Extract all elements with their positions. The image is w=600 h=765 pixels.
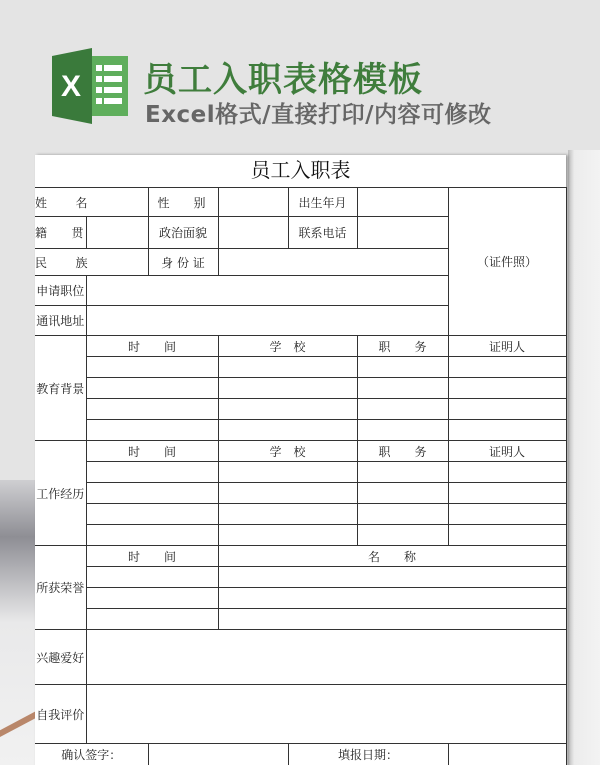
id-card-field[interactable] <box>218 249 448 276</box>
id-card-label: 身 份 证 <box>148 249 218 276</box>
education-row <box>35 357 566 378</box>
education-row <box>35 378 566 399</box>
work-header-reference: 证明人 <box>448 441 566 462</box>
honors-name-cell[interactable] <box>218 609 566 630</box>
work-position-cell[interactable] <box>357 504 448 525</box>
education-time-cell[interactable] <box>86 399 218 420</box>
photo-box[interactable]: （证件照） <box>448 188 566 336</box>
name-label: 姓 名 <box>35 188 148 217</box>
education-reference-cell[interactable] <box>448 357 566 378</box>
education-time-cell[interactable] <box>86 420 218 441</box>
honors-name-cell[interactable] <box>218 567 566 588</box>
education-school-cell[interactable] <box>218 420 357 441</box>
education-reference-cell[interactable] <box>448 399 566 420</box>
phone-label: 联系电话 <box>288 217 357 249</box>
education-header-reference: 证明人 <box>448 336 566 357</box>
political-status-field[interactable] <box>218 217 288 249</box>
work-header-time: 时 间 <box>86 441 218 462</box>
honors-time-cell[interactable] <box>86 588 218 609</box>
honors-header-name: 名 称 <box>218 546 566 567</box>
work-position-cell[interactable] <box>357 483 448 504</box>
education-position-cell[interactable] <box>357 399 448 420</box>
work-school-cell[interactable] <box>218 483 357 504</box>
phone-field[interactable] <box>357 217 448 249</box>
position-label: 申请职位 <box>35 276 86 306</box>
work-row <box>35 504 566 525</box>
form-sheet <box>35 155 566 765</box>
honors-row <box>35 588 566 609</box>
education-row <box>35 420 566 441</box>
work-school-cell[interactable] <box>218 504 357 525</box>
education-school-cell[interactable] <box>218 378 357 399</box>
fill-date-field[interactable] <box>448 744 566 765</box>
work-reference-cell[interactable] <box>448 504 566 525</box>
address-field[interactable] <box>86 306 448 336</box>
excel-icon <box>52 48 130 124</box>
native-place-label: 籍 贯 <box>35 217 86 249</box>
education-position-cell[interactable] <box>357 357 448 378</box>
education-row <box>35 399 566 420</box>
ethnicity-label: 民 族 <box>35 249 148 276</box>
work-reference-cell[interactable] <box>448 462 566 483</box>
svg-text:X: X <box>60 70 82 103</box>
form-title: 员工入职表 <box>250 158 351 182</box>
work-school-cell[interactable] <box>218 462 357 483</box>
honors-name-cell[interactable] <box>218 588 566 609</box>
work-time-cell[interactable] <box>86 483 218 504</box>
work-reference-cell[interactable] <box>448 483 566 504</box>
banner-subtitle: Excel格式/直接打印/内容可修改 <box>145 102 492 128</box>
work-time-cell[interactable] <box>86 462 218 483</box>
native-place-field[interactable] <box>86 217 148 249</box>
hobbies-field[interactable] <box>86 630 566 685</box>
work-position-cell[interactable] <box>357 525 448 546</box>
work-school-cell[interactable] <box>218 525 357 546</box>
education-school-cell[interactable] <box>218 357 357 378</box>
education-label: 教育背景 <box>35 336 86 441</box>
work-label: 工作经历 <box>35 441 86 546</box>
work-time-cell[interactable] <box>86 504 218 525</box>
work-time-cell[interactable] <box>86 525 218 546</box>
education-header-time: 时 间 <box>86 336 218 357</box>
signature-field[interactable] <box>148 744 288 765</box>
work-header-position: 职 务 <box>357 441 448 462</box>
signature-label: 确认签字： <box>35 744 148 765</box>
gender-label: 性 别 <box>148 188 218 217</box>
education-time-cell[interactable] <box>86 357 218 378</box>
honors-label: 所获荣誉 <box>35 546 86 630</box>
background-shadow <box>568 150 600 765</box>
education-reference-cell[interactable] <box>448 378 566 399</box>
education-position-cell[interactable] <box>357 378 448 399</box>
education-school-cell[interactable] <box>218 399 357 420</box>
work-row <box>35 525 566 546</box>
education-header-position: 职 务 <box>357 336 448 357</box>
work-header-school: 学 校 <box>218 441 357 462</box>
education-reference-cell[interactable] <box>448 420 566 441</box>
honors-row <box>35 567 566 588</box>
education-header-school: 学 校 <box>218 336 357 357</box>
work-row <box>35 483 566 504</box>
self-evaluation-label: 自我评价 <box>35 685 86 744</box>
education-position-cell[interactable] <box>357 420 448 441</box>
address-label: 通讯地址 <box>35 306 86 336</box>
fill-date-label: 填报日期： <box>288 744 448 765</box>
self-evaluation-field[interactable] <box>86 685 566 744</box>
gender-field[interactable] <box>218 188 288 217</box>
work-position-cell[interactable] <box>357 462 448 483</box>
hobbies-label: 兴趣爱好 <box>35 630 86 685</box>
banner-title: 员工入职表格模板 <box>143 60 423 100</box>
onboarding-form-table <box>35 187 567 765</box>
honors-time-cell[interactable] <box>86 567 218 588</box>
work-row <box>35 462 566 483</box>
work-reference-cell[interactable] <box>448 525 566 546</box>
birth-label: 出生年月 <box>288 188 357 217</box>
honors-header-time: 时 间 <box>86 546 218 567</box>
honors-row <box>35 609 566 630</box>
position-field[interactable] <box>86 276 448 306</box>
political-status-label: 政治面貌 <box>148 217 218 249</box>
honors-time-cell[interactable] <box>86 609 218 630</box>
education-time-cell[interactable] <box>86 378 218 399</box>
birth-field[interactable] <box>357 188 448 217</box>
